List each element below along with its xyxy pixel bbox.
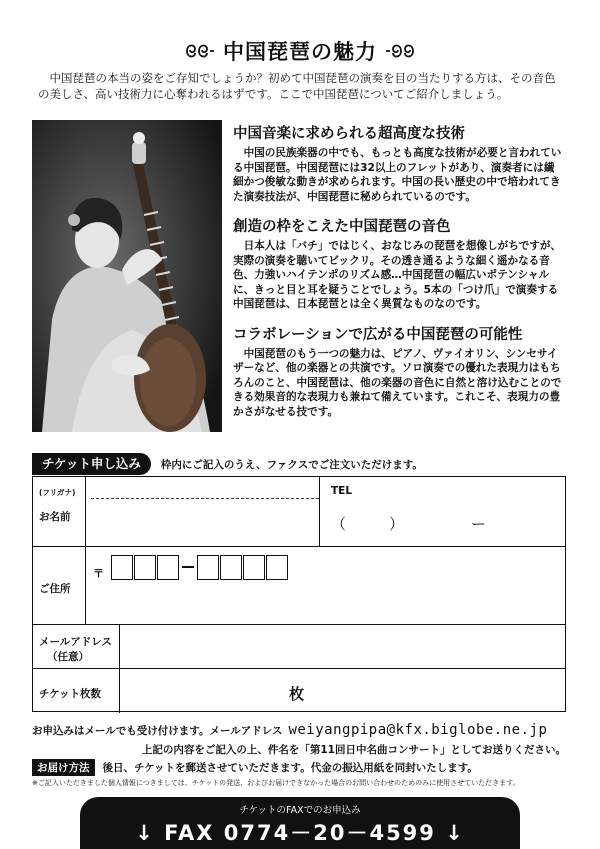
section-body: 中国の民族楽器の中でも、もっとも高度な技術が必要と言われている中国琵琶。中国琵琶には32以上のフレットがあり、演奏者には繊細かつ俊敏な動きが求められます。中国の長い歴史の中で培われてきた演奏技法が、中国琵琶に秘められているのです。 [233,147,562,203]
ticket-count-unit: 枚 [289,685,305,703]
zip-mark: 〒 [93,567,104,580]
label-divider [85,477,86,625]
section-heading: 中国音楽に求められる超高度な技術 [233,126,465,142]
section-body: 日本人は「バチ」ではじく、おなじみの琵琶を想像しがちですが、実際の演奏を聴いてビックリ。その透き通るような細く遥かなる音色、力強いハイテンポのリズム感…中国琵琶の幅広いポテンシャルに、きっと目と耳を疑うことでしょう。5本の「つけ爪」で演奏する中国琵琶は、日本琵琶とは全く異質なものなのです。 [233,240,562,310]
section-body: 中国琵琶のもう一つの魅力は、ピアノ、ヴァイオリン、シンセサイザーなど、他の楽器との共演です。ソロ演奏での優れた表現力はもちろんのこと、中国琵琶は、他の楽器の音色に自然と溶け込むことのできる効果音的な表現力も兼ねて備えています。これこそ、表現力の豊かさがなせる技です。 [233,347,562,418]
ticket-label: チケット申し込み [32,453,151,475]
page-title: 中国琵琶の魅力 [223,40,377,64]
tel-paren-close: ） [389,515,405,533]
name-input[interactable] [91,505,317,545]
feature-sections [233,122,563,430]
zip-box[interactable] [266,555,288,580]
zip-dash [182,566,194,568]
tel-divider [319,477,320,547]
mail-note-text: お申込みはメールでも受け付けます。メールアドレス [32,725,283,737]
ticket-note: 枠内にご記入のうえ、ファクスでご注文いただけます。 [160,458,423,471]
zip-box[interactable] [134,555,156,580]
tel-paren-open: （ [331,515,347,533]
email-label-line2: （任意） [47,651,89,663]
delivery-info [32,759,478,776]
delivery-text: 後日、チケットを郵送させていただきます。代金の振込用紙を同封いたします。 [102,762,478,774]
zip-box[interactable] [111,555,133,580]
tel-dash: ー [471,515,487,533]
address-input[interactable] [91,585,559,621]
zip-box[interactable] [197,555,219,580]
fax-label: チケットのFAXでのお申込み [239,805,361,816]
email-label-line1: メールアドレス [39,636,112,648]
pipa-player-photo [32,120,222,432]
fax-banner [80,797,520,849]
ticket-form [32,476,566,712]
section-heading: 創造の枠をこえた中国琵琶の音色 [233,219,451,235]
furigana-line[interactable] [91,498,319,499]
zip-box[interactable] [157,555,179,580]
email-input[interactable] [125,629,561,665]
fax-number: ↓ FAX 0774－20－4599 ↓ [135,821,465,845]
send-note: 上記の内容をご記入の上、件名を「第11回日中名曲コンサート」としてお送りください。 [141,744,566,756]
delivery-label: お届け方法 [32,759,95,776]
intro-text: 中国琵琶の本当の姿をご存知でしょうか？初めて中国琵琶の演奏を目の当たりする方は、その音色の美しさ、高い技術力に心奪われるはずです。ここで中国琵琶についてご紹介しましょう。 [38,71,556,101]
privacy-note: ※ご記入いただきました個人情報につきましては、チケットの発送、およびお届けできなかった場合のお問い合わせのためのみに使用させていただきます。 [32,779,520,787]
right-ornament-icon [385,40,417,62]
feature-section [233,323,563,420]
email-link[interactable]: weiyangpipa@kfx.biglobe.ne.jp [288,722,548,738]
tel-input[interactable] [323,503,561,545]
furigana-label: (フリガナ) [39,488,76,497]
feature-section [233,215,563,312]
label-divider-lower [119,625,120,713]
section-heading: コラボレーションで広がる中国琵琶の可能性 [233,326,523,343]
ticket-header [32,453,566,475]
title-row [0,36,600,66]
zip-box[interactable] [243,555,265,580]
left-ornament-icon [183,40,215,62]
feature-section [233,122,563,204]
ticket-count-input[interactable] [125,673,285,709]
address-label: ご住所 [39,583,71,595]
pipa-player-illustration [32,120,222,432]
mail-note [32,722,566,738]
zip-box[interactable] [220,555,242,580]
tel-label: TEL [331,485,353,497]
name-label: お名前 [39,511,71,523]
ticket-count-label: チケット枚数 [39,688,102,700]
